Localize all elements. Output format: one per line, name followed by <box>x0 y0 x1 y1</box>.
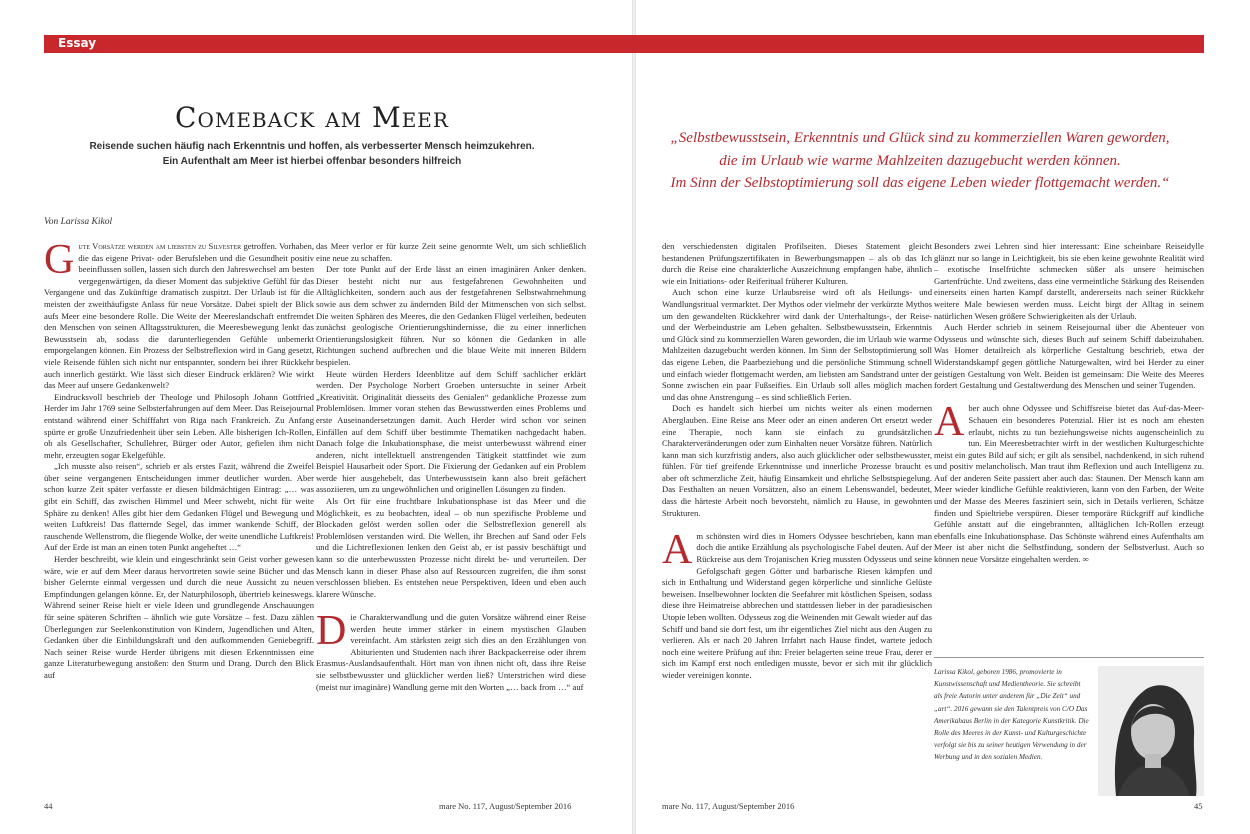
pullquote-line-3: Im Sinn der Selbstoptimierung soll das eigene Leben wieder flottgemacht werden.“ <box>670 175 1170 191</box>
paragraph: Als Ort für eine fruchtbare Inkubationsphase ist das Meer und die Möglichkeit, es zu beobachten, ideal – ob nun spezifische Probleme und Blockaden gelöst werden sollen oder die Selbstreflexion generell als Problemlösen verstanden wird. Die Wellen, ihr Brechen auf Sand oder Fels und die Lichtreflexionen lenken den Geist ab, er ist passiv beschäftigt und kann so die unterbewussten Prozesse nicht direkt be- und verurteilen. Der Mensch kann in dieser Phase also auf Ressourcen zugreifen, die ihm sonst verschlossen blieben. Es entstehen neue Perspektiven, Ideen und eben auch klarere Wünsche. <box>316 496 586 599</box>
section-label: Essay <box>58 36 97 50</box>
text-column-1 <box>44 241 314 797</box>
lead-in-caps: ute Vorsätze werden am liebsten zu Silvester <box>78 241 242 251</box>
end-mark-icon: ∞ <box>1082 554 1089 565</box>
paragraph: Besonders zwei Lehren sind hier interessant: Eine scheinbare Reiseidylle glänzt nur so lange in Leichtigkeit, bis sie eben keine gewohnte Realität wird – exotische Inselfrüchte schmecken süßer als unsere heimischen Gartenfrüchte. Und zweitens, dass eine vermeintliche Stärkung des Reisenden einerseits einen harten Kampf darstellt, andererseits nach seiner Rückkehr weitere Male bewiesen werden muss. Leicht birgt der Alltag in seinem natürlichen Wesen größere Schwierigkeiten als der Urlaub. <box>934 241 1204 321</box>
article-title: Comeback am Meer <box>175 101 449 134</box>
author-bio: Larissa Kikol, geboren 1986, promovierte in Kunstwissenschaft und Medientheorie. Sie schreibt als freie Autorin unter anderem für „Die Zeit“ und „art“. 2016 gewann sie den Talentpreis von C/O Das Amerikahaus Berlin in der Kategorie Kunstkritik. Die Rolle des Meeres in der Kunst- und Kulturgeschichte verfolgt sie bis zu seiner heutigen Verwendung in der Werbung und in den sozialen Medien. <box>934 668 1089 762</box>
pullquote-line-2: die im Urlaub wie warme Mahlzeiten dazugebucht werden können. <box>719 152 1121 169</box>
text-column-4 <box>934 241 1204 653</box>
page-number-right: 45 <box>1194 801 1203 811</box>
drop-cap: G <box>44 241 75 283</box>
author-portrait-image <box>1098 666 1204 796</box>
paragraph-text: m schönsten wird dies in Homers Odyssee beschrieben, kann man doch die antike Erzählung als psychologische Fabel deuten. Auf der Rückreise aus dem Trojanischen Krieg mussten Odysseus und seine Gefolgschaft gegen Götter und barbarische Riesen kämpfen und sich in Enthaltung und Widerstand gegen körperliche und sinnliche Gelüste beweisen. Inselbewohner lockten die Seefahrer mit köstlichen Speisen, sodass diese ihre Heimatreise abbrechen und stattdessen lieber in der paradiesischen Utopie leben wollten. Odysseus zog die Weinenden mit Gewalt wieder auf das Schiff und band sie dort fest, um ihr eigentliches Ziel nicht aus den Augen zu verlieren. Als er nach 20 Jahren Irrfahrt nach Hause findet, wartete jedoch noch eine weitere Prüfung auf ihn: Freier belagerten seine treue Frau, derer er sich im Kampf erst noch entledigen musste, bevor er sich mit ihr glücklich wieder vereinigen konnte. <box>662 530 932 680</box>
paragraph: Der tote Punkt auf der Erde lässt an einen imaginären Anker denken. Dieser besteht nicht nur aus festgefahrenen Gewohnheiten und Alltäglichkeiten, sondern auch aus der festgefahrenen Selbstwahrnehmung sowie aus dem schwer zu ändernden Bild der Mitmenschen von sich selbst. Die weiten Sphären des Meeres, die den Gedanken Flügel verleihen, bedeuten zunächst geologische Orientierungshindernisse, die zu einer innerlichen Orientierungslosigkeit führen. Nur so können die Gedanken in alle Richtungen suchend aufbrechen und die blaue Weite mit inneren Bildern bespielen. <box>316 264 586 367</box>
paragraph: Herder beschreibt, wie klein und eingeschränkt sein Geist vorher gewesen wäre, wie er auf dem Meer daraus hervortreten sowie seine Bücher und das bisher Gelernte einmal vergessen und durch die neue Aussicht zu neuen Empfindungen gelangen könne. Er, der Naturphilosoph, übertrieb keineswegs. Während seiner Reise hielt er viele Ideen und grundlegende Anschauungen für seine späteren Schriften – ähnlich wie gute Vorsätze – fest. Dazu zählen Überlegungen zur Seelenkonstitution von Kindern, Jugendlichen und Alten, Gedanken über die Einbildungskraft und den aufkommenden Geniebegriff. Nach seiner Reise wurde Herder übrigens mit diesen Erkenntnissen eine ganze Literaturbewegung anstoßen: den Sturm und Drang. Durch den Blick auf <box>44 554 314 680</box>
magazine-info-left: mare No. 117, August/September 2016 <box>439 801 572 811</box>
magazine-info-right: mare No. 117, August/September 2016 <box>662 801 795 811</box>
paragraph: Auch schon eine kurze Urlaubsreise wird oft als Heilungs- und Wandlungsritual vermarktet. Der Mythos oder vielmehr der verkürzte Mythos um den gewandelten Rückkehrer wird dank der Unterhaltungs-, der Reise- und der Werbeindustrie am Leben gehalten. Selbstbewusstsein, Erkenntnis und Glück sind zu kommerziellen Waren geworden, die im Urlaub wie warme Mahlzeiten dazugebucht werden können. Im Sinn der Selbstoptimierung soll das eigene Leben, die Paarbeziehung und die persönliche Stimmung schnell und einfach wieder flottgemacht werden, am liebsten am Sandstrand unter der Sonne zwischen ein paar Fußseifies. Ein Urlaub soll alles möglich machen und das ohne Anstrengung – es sind schließlich Ferien. <box>662 287 932 402</box>
subtitle-line-1: Reisende suchen häufig nach Erkenntnis und hoffen, als verbesserter Mensch heimzukehren. <box>89 141 535 152</box>
paragraph-text: getroffen. Vorhaben, die das eigene Privat- oder Berufsleben und die Gesundheit positiv beeinflussen sollen, lassen sich durch den Jahreswechsel am besten vergegenwärtigen, da dieser Moment das subjektive Gefühl für das Vergangene und das Zukünftige dramatisch zuspitzt. Der Urlaub ist für die meisten der zweithäufigste Anlass für neue Vorsätze. Dabei spielt der Blick aufs Meer eine besondere Rolle. Die Weite der Meereslandschaft entfremdet den Menschen von seinen Alltagsstrukturen, die Meeresbewegung lenkt das Bewusstsein ab, sodass die darunterliegenden Gefühle unbemerkt emporgelangen können. Ein Prozess der Selbstreflexion wird in Gang gesetzt, viele Reisende fühlen sich nicht nur entspannter, sondern bei ihrer Rückkehr auch innerlich gestärkt. Wie lässt sich dieser Eindruck erklären? Wie wirkt das Meer auf unsere Gedankenwelt? <box>44 241 314 391</box>
article-subtitle <box>44 139 580 169</box>
text-column-2 <box>316 241 586 797</box>
pullquote-line-1: „Selbstbewusstsein, Erkenntnis und Glück sind zu kommerziellen Waren geworden, <box>670 130 1170 146</box>
text-column-3 <box>662 241 932 797</box>
bio-rule <box>934 657 1204 658</box>
paragraph: Doch es handelt sich hierbei um nichts weiter als einen modernen Aberglauben. Eine Reise ans Meer oder an einen anderen Ort ersetzt weder eine Therapie, noch kann sie einfach zu grundsätzlichen Charakterveränderungen oder zum Einhalten neuer Vorsätze führen. Natürlich kann man sich kurzfristig anders, also auch glücklicher oder selbstbewusster, fühlen. Für tief greifende Erkenntnisse und innerliche Prozesse braucht es aber oft schmerzliche Zeit, häufig Einsamkeit und ehrliche Selbstspiegelung. Das Festhalten an neuen Vorsätzen, also an einem Lebenswandel, bedeutet, dass die härteste Arbeit noch bevorsteht, nämlich zu Hause, in gewohnten Strukturen. <box>662 403 932 518</box>
byline: Von Larissa Kikol <box>44 217 113 227</box>
paragraph-text: ber auch ohne Odyssee und Schiffsreise bietet das Auf-das-Meer-Schauen ein besonderes Potenzial. Hier ist es noch am ehesten erlaubt, nichts zu tun beziehungsweise nichts augenscheinlich zu tun. Ein Meeresbetrachter wirft in der westlichen Kulturgeschichte meist ein gutes Bild auf sich; er gilt als sensibel, nachdenkend, in sich ruhend und positiv melancholisch. Man traut ihm Reflexion und auch Intelligenz zu. Auf der anderen Seite passiert aber auch das: Staunen. Der Mensch kann am Meer wieder kindliche Gefühle reaktivieren, kann von den Farben, der Weite und der Masse des Meeres fasziniert sein, sich in Details verlieren, Schätze finden und Spieltriebe verspüren. Dieser temporäre Rückgriff auf kindliche Gefühle anstatt auf die eingebrannten, alltäglichen Ich-Rollen erzeugt ebenfalls eine Inkubationsphase. Das Schönste während eines Aufenthalts am Meer ist aber nicht die Selbstfindung, sondern der Selbstverlust. Auch so können neue Vorsätze eingehalten werden. <box>934 403 1204 565</box>
subtitle-line-2: Ein Aufenthalt am Meer ist hierbei offenbar besonders hilfreich <box>162 156 462 167</box>
drop-cap: A <box>662 526 693 573</box>
paragraph: Eindrucksvoll beschrieb der Theologe und Philosoph Johann Gottfried Herder im Jahr 1769 seine Selbsterfahrungen auf dem Meer. Das Reisejournal entstand während einer Schifffahrt von Riga nach Frankreich. Zu Anfang spürte er große Unzufriedenheit über sein Leben. Alle bisherigen Ich-Rollen, ob als Gesellschafter, Schullehrer, Bürger oder Autor, gefielen ihm nicht mehr, erzeugten sogar Ekelgefühle. <box>44 391 314 460</box>
author-photo <box>1098 666 1204 796</box>
paragraph: Heute würden Herders Ideenblitze auf dem Schiff sachlicher erklärt werden. Der Psychologe Norbert Groeben untersuchte in seiner Arbeit „Kreativität. Originalität diesseits des Genialen“ gedankliche Prozesse zum Problemlösen. Immer voran stehen das Bewusstwerden eines Problems und erste Auseinandersetzungen damit. Auch Herder wird schon vor seinen Einfällen auf dem Schiff über bestimmte Thematiken nachgedacht haben. Danach folge die Inkubationsphase, die meist unterbewusst während einer anderen, nicht intellektuell anstrengenden Tätigkeit stattfindet wie zum Beispiel Hausarbeit oder Sport. Die Fixierung der Gedanken auf ein Problem werde hier ausgehebelt, das Unterbewusstsein kann also breit gefächert assoziieren, um zu ungewöhnlichen und originellen Lösungen zu finden. <box>316 368 586 495</box>
page-gutter <box>632 0 636 834</box>
paragraph: das Meer verlor er für kurze Zeit seine genormte Welt, um sich schließlich eine neue zu schaffen. <box>316 241 586 263</box>
section-bar <box>44 35 1204 53</box>
pullquote <box>645 127 1195 195</box>
paragraph <box>44 241 314 392</box>
paragraph: den verschiedensten digitalen Profilseiten. Dieses Statement gleicht bestandenen Prüfungszertifikaten in Bewerbungsmappen – als ob das Ich durch die Reise eine charakterliche Auszeichnung empfangen habe, ähnlich wie ein Initiations- oder Reiferitual früherer Kulturen. <box>662 241 932 286</box>
drop-cap: A <box>934 399 965 446</box>
paragraph <box>316 608 586 693</box>
paragraph <box>934 399 1204 565</box>
paragraph: „Ich musste also reisen“, schrieb er als erstes Fazit, während die Zweifel über seine vergangenen Entscheidungen immer deutlicher wurden. Aber schon kurze Zeit später verfasste er diesen bildmächtigen Eintrag: „… was gibt ein Schiff, das zwischen Himmel und Meer schwebt, nicht für weite Sphäre zu denken! Alles gibt hier dem Gedanken Flügel und Bewegung und weiten Luftkreis! Das flatternde Segel, das immer wankende Schiff, der rauschende Wellenstrom, die fliegende Wolke, der weite unendliche Luftkreis! Auf der Erde ist man an einen toten Punkt angeheftet …“ <box>44 461 314 553</box>
paragraph-text: ie Charakterwandlung und die guten Vorsätze während einer Reise werden heute immer stärker in einem mystischen Glauben vereinfacht. Am stärksten zeigt sich dies an den Erzählungen von Abiturienten und Studenten nach ihrer Backpackerreise oder ihrem Erasmus-Auslandsaufenthalt. Hört man von ihnen nicht oft, dass ihre Reise sie selbstbewusster und glücklicher werden ließ? Unterstrichen wird diese (meist nur imaginäre) Wandlung gerne mit den Worten „… back from …“ auf <box>316 612 586 692</box>
paragraph: Auch Herder schrieb in seinem Reisejournal über die Abenteuer von Odysseus und wünschte sich, dieses Buch auf seinem Schiff dabeizuhaben. Was Homer detailreich als körperliche Gestaltung beschrieb, etwa der Widerstandskampf gegen göttliche Naturgewalten, wird bei Herder zu einer geistigen Gestaltung von Welt. Beiden ist gemeinsam: Die Weite des Meeres fordert Gestaltung und Gestaltwerdung des Menschen und seiner Tugenden. <box>934 322 1204 391</box>
page-number-left: 44 <box>44 801 53 811</box>
drop-cap: D <box>316 608 347 654</box>
paragraph <box>662 526 932 682</box>
